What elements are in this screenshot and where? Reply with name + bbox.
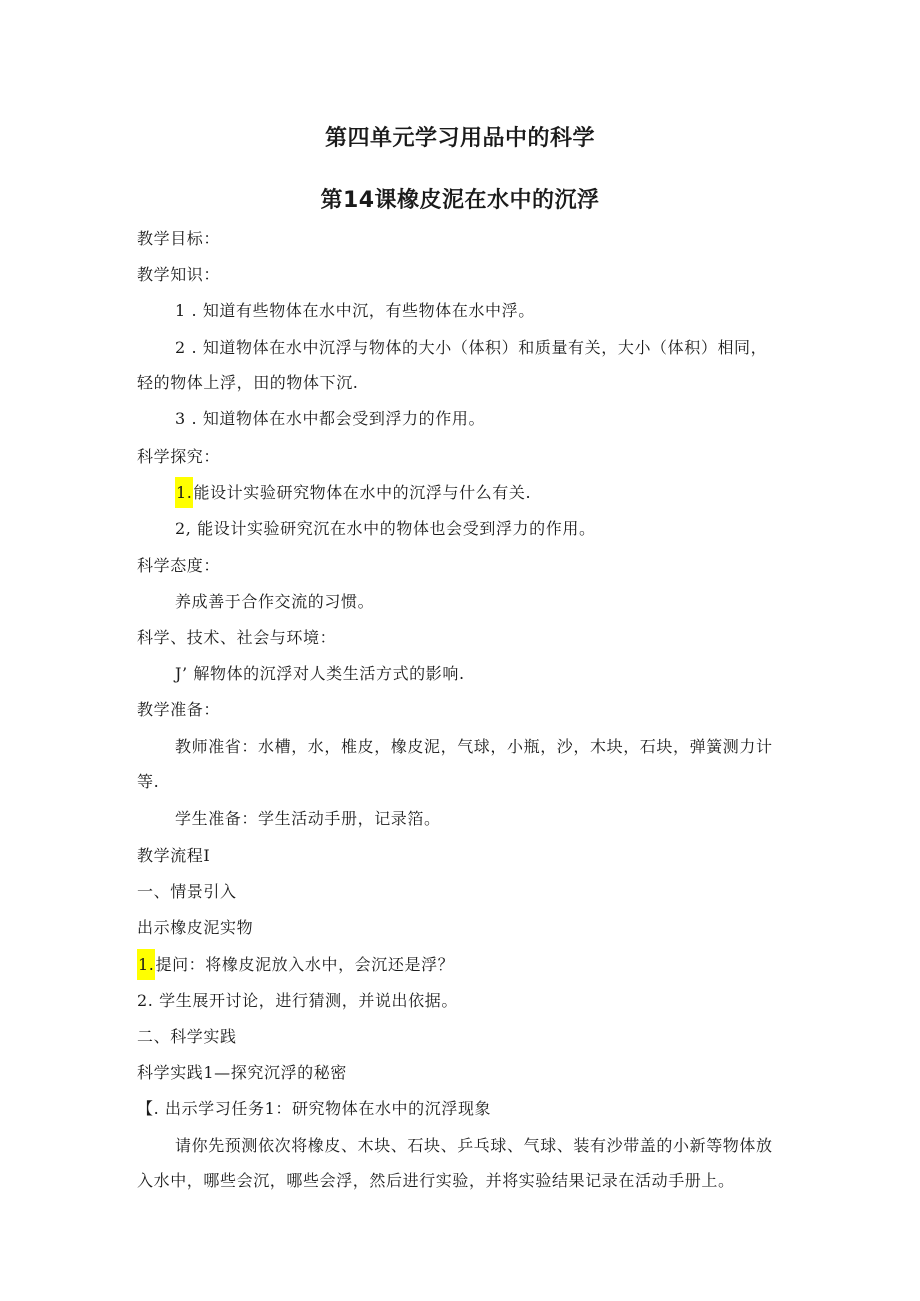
prep-heading: 教学准备： (137, 700, 221, 719)
inquiry-item-2: 2, 能设计实验研究沉在水中的物体也会受到浮力的作用。 (175, 519, 596, 538)
show-material: 出示橡皮泥实物 (137, 918, 254, 937)
goals-heading: 教学目标： (137, 229, 221, 248)
task-1: 【. 出示学习任务1：研究物体在水中的沉浮现象 (137, 1099, 492, 1118)
inquiry-item-1-text: 能设计实验研究物体在水中的沉浮与什么有关. (193, 483, 532, 502)
highlight-mark: 1. (137, 949, 155, 980)
teacher-prep-cont: 等. (137, 772, 160, 791)
attitude-text: 养成善于合作交流的习惯。 (175, 592, 375, 611)
teacher-prep: 教师准省：水槽，水，椎皮，橡皮泥，气球，小瓶，沙，木块，石块，弹簧测力计 (175, 737, 773, 756)
sts-heading: 科学、技术、社会与环境： (137, 628, 337, 647)
knowledge-item-3: 3 . 知道物体在水中都会受到浮力的作用。 (175, 409, 486, 428)
unit-title: 第四单元学习用品中的科学 (324, 126, 595, 151)
knowledge-item-2-cont: 轻的物体上浮，田的物体下沉. (137, 373, 359, 392)
flow-heading: 教学流程I (137, 846, 211, 865)
question-2: 2. 学生展开讨论，进行猜测，并说出依据。 (137, 991, 458, 1010)
attitude-heading: 科学态度： (137, 556, 221, 575)
sts-text: J’ 解物体的沉浮对人类生活方式的影响. (175, 664, 465, 683)
question-1 (137, 954, 454, 976)
inquiry-item-1 (175, 482, 531, 504)
knowledge-item-1: 1 . 知道有些物体在水中沉，有些物体在水中浮。 (175, 301, 535, 320)
highlight-mark: 1. (175, 477, 193, 508)
student-prep: 学生准备：学生活动手册，记录箔。 (175, 809, 441, 828)
section-2-heading: 二、科学实践 (137, 1027, 237, 1046)
question-1-text: 提问：将橡皮泥放入水中，会沉还是浮？ (155, 955, 455, 974)
knowledge-item-2: 2 . 知道物体在水中沉浮与物体的大小（体积）和质量有关，大小（体积）相同， (175, 338, 768, 357)
inquiry-heading: 科学探究： (137, 447, 221, 466)
lesson-title: 第14课橡皮泥在水中的沉浮 (320, 188, 600, 213)
practice-1-heading: 科学实践1—探究沉浮的秘密 (137, 1063, 347, 1082)
task-paragraph-cont: 入水中，哪些会沉，哪些会浮，然后进行实验，并将实验结果记录在活动手册上。 (137, 1171, 735, 1190)
knowledge-heading: 教学知识： (137, 265, 221, 284)
section-1-heading: 一、情景引入 (137, 882, 237, 901)
task-paragraph: 请你先预测依次将橡皮、木块、石块、乒乓球、气球、装有沙带盖的小新等物体放 (175, 1136, 773, 1155)
